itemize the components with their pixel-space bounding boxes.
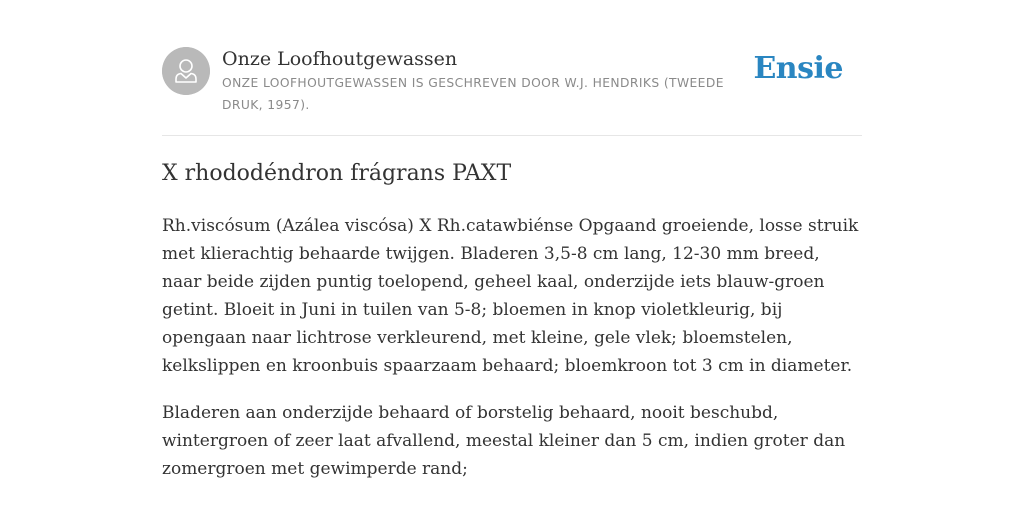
work-info [222, 47, 752, 116]
entry-title: X rhododéndron frágrans PAXT [162, 161, 512, 186]
work-header [162, 47, 862, 136]
entry-paragraph: Bladeren aan onderzijde behaard of borstelig behaard, nooit beschubd, wintergroen of zeer laat afvallend, meestal kleiner dan 5 cm, indien groter dan zomergroen met gewimperde rand; [162, 403, 846, 479]
entry-paragraph: Rh.viscósum (Azálea viscósa) X Rh.catawbiénse Opgaand groeiende, losse struik met klierachtig behaarde twijgen. Bladeren 3,5-8 cm lang, 12-30 mm breed, naar beide zijden puntig toelopend, geheel kaal, onderzijde iets blauw-groen getint. Bloeit in Juni in tuilen van 5-8; bloemen in knop violetkleurig, bij opengaan naar lichtrose verkleurend, met kleine, gele vlek; bloemstelen, kelkslippen en kroonbuis spaarzaam behaard; bloemkroon tot 3 cm in diameter. [162, 216, 859, 376]
user-silhouette-icon[interactable] [162, 47, 210, 95]
brand-logo-link[interactable]: Ensie [753, 51, 843, 86]
entry-body [162, 212, 862, 502]
work-subtitle: ONZE LOOFHOUTGEWASSEN IS GESCHREVEN DOOR W.J. HENDRIKS (TWEEDE DRUK, 1957). [222, 76, 724, 112]
work-title[interactable]: Onze Loofhoutgewassen [222, 48, 458, 70]
